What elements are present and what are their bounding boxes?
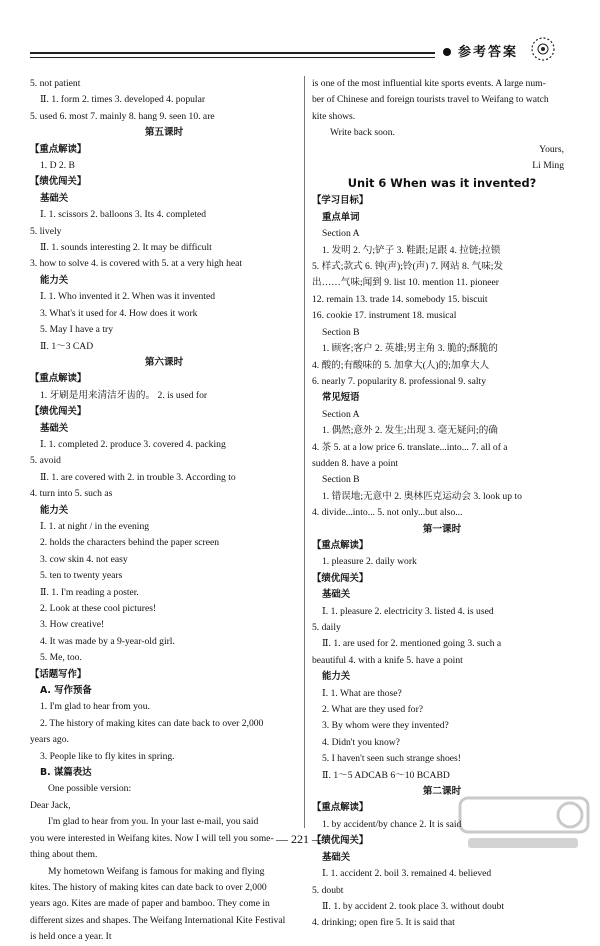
- answer-line: 16. cookie 17. instrument 18. musical: [312, 310, 457, 322]
- answer-line: 12. remain 13. trade 14. somebody 15. biscuit: [312, 293, 488, 305]
- level-label: 基础关: [322, 851, 351, 863]
- page-number: — 221 —: [276, 832, 324, 846]
- level-label: 能力关: [322, 671, 351, 683]
- answer-line: 3. cow skin 4. not easy: [40, 553, 128, 565]
- answer-line: 1. by accident/by chance 2. It is said: [322, 818, 462, 830]
- subsection-label: 重点单词: [322, 211, 360, 223]
- bullet-dot-icon: [443, 48, 451, 56]
- answer-line: 出……气味;闻到 9. list 10. mention 11. pioneer: [312, 277, 499, 289]
- answer-line: 5. lively: [30, 225, 62, 237]
- section-label: 【学习目标】: [312, 195, 369, 207]
- answer-line: 2. Look at these cool pictures!: [40, 603, 157, 614]
- section-label: 【话题写作】: [30, 668, 87, 680]
- answer-line: Ⅱ. 1. form 2. times 3. developed 4. popular: [40, 94, 206, 106]
- answer-line: 5. 样式;款式 6. 钟(声);铃(声) 7. 网站 8. 气味;发: [312, 261, 504, 273]
- answer-line: 4. divide...into... 5. not only...but also...: [312, 507, 463, 519]
- answer-line: 4. Didn't you know?: [322, 736, 400, 748]
- answer-line: Ⅱ. 1. by accident 2. took place 3. without doubt: [322, 900, 505, 912]
- answer-line: 1. 错误地;无意中 2. 奥林匹克运动会 3. look up to: [322, 490, 522, 502]
- answer-line: 4. 茶 5. at a low price 6. translate...into... 7. all of a: [312, 441, 508, 453]
- section-label: 【重点解读】: [30, 373, 87, 385]
- header-rule-thin: [30, 57, 435, 58]
- answer-line: 5. ten to twenty years: [40, 570, 123, 582]
- answer-line: Ⅱ. 1. sounds interesting 2. It may be difficult: [40, 242, 212, 254]
- answer-line: 1. pleasure 2. daily work: [322, 556, 417, 568]
- answer-line: Ⅱ. 1. are covered with 2. in trouble 3. According to: [40, 471, 236, 483]
- section-label: 【绩优闯关】: [30, 406, 87, 418]
- column-divider: [304, 76, 305, 828]
- level-label: 能力关: [40, 504, 69, 516]
- letter-line: thing about them.: [30, 849, 98, 861]
- section-label: 【重点解读】: [30, 143, 87, 155]
- level-label: 能力关: [40, 274, 69, 286]
- answer-line: 3. What's it used for 4. How does it work: [40, 307, 198, 319]
- section-label: 【重点解读】: [312, 539, 369, 551]
- answer-line: 5. daily: [312, 622, 341, 633]
- letter-signature: Li Ming: [532, 160, 564, 172]
- answer-line: 3. How creative!: [40, 619, 105, 631]
- level-label: 基础关: [40, 192, 69, 204]
- answer-line: 6. nearly 7. popularity 8. professional 9. salty: [312, 375, 486, 387]
- answer-line: 3. People like to fly kites in spring.: [40, 750, 175, 762]
- answer-line: Section B: [322, 474, 360, 486]
- answer-line: Ⅰ. 1. at night / in the evening: [40, 520, 150, 532]
- section-title: 参考答案: [458, 45, 519, 60]
- letter-line: kites. The history of making kites can date back to over 2,000: [30, 881, 267, 893]
- answer-line: 1. I'm glad to hear from you.: [40, 701, 150, 713]
- answer-line: 4. turn into 5. such as: [30, 488, 113, 500]
- answer-line: Section A: [322, 228, 360, 240]
- answer-line: sudden 8. have a point: [312, 457, 399, 469]
- left-column: [30, 76, 298, 946]
- letter-line: I'm glad to hear from you. In your last e-mail, you said: [48, 816, 259, 828]
- answer-line: beautiful 4. with a knife 5. have a point: [312, 654, 463, 666]
- answer-line: 1. 牙刷是用来清洁牙齿的。 2. is used for: [40, 389, 208, 401]
- letter-greeting: Dear Jack,: [30, 799, 71, 811]
- unit-heading: Unit 6 When was it invented?: [347, 176, 537, 191]
- answer-line: Ⅰ. 1. completed 2. produce 3. covered 4. packing: [40, 438, 226, 450]
- answer-line: Section A: [322, 408, 360, 420]
- answer-line: Ⅰ. 1. accident 2. boil 3. remained 4. believed: [322, 868, 492, 880]
- answer-line: Ⅱ. 1. are used for 2. mentioned going 3. such a: [322, 638, 502, 650]
- answer-line: One possible version:: [48, 783, 132, 795]
- answer-line: 2. The history of making kites can date back to over 2,000: [40, 717, 264, 729]
- answer-line: 5. avoid: [30, 455, 61, 467]
- answer-line: Ⅱ. 1. I'm reading a poster.: [40, 586, 139, 598]
- answer-line: Ⅰ. 1. What are those?: [322, 687, 402, 699]
- answer-line: 1. 偶然;意外 2. 发生;出现 3. 毫无疑问;的确: [322, 425, 498, 437]
- letter-line: is held once a year. It: [30, 931, 112, 943]
- answer-line: 5. May I have a try: [40, 324, 113, 336]
- answer-line: Ⅰ. 1. scissors 2. balloons 3. Its 4. completed: [40, 209, 207, 221]
- section-label: 【绩优闯关】: [30, 176, 87, 188]
- answer-line: 3. how to solve 4. is covered with 5. at a very high heat: [30, 258, 243, 270]
- subsection-label: B. 谋篇表达: [40, 767, 92, 779]
- answer-line: years ago.: [30, 734, 69, 746]
- answer-line: 1. 顾客;客户 2. 英雄;男主角 3. 脆的;酥脆的: [322, 343, 498, 355]
- lesson-heading: 第五课时: [144, 127, 184, 139]
- letter-line: different sizes and shapes. The Weifang International Kite Festival: [30, 914, 286, 926]
- letter-line: ber of Chinese and foreign tourists travel to Weifang to watch: [312, 94, 549, 106]
- answer-line: 2. holds the characters behind the paper screen: [40, 537, 220, 549]
- answer-line: 4. drinking; open fire 5. It is said that: [312, 917, 455, 929]
- level-label: 基础关: [40, 422, 69, 434]
- answer-line: 4. 酸的;有酸味的 5. 加拿大(人)的;加拿大人: [312, 359, 490, 371]
- letter-line: years ago. Kites are made of paper and bamboo. They come in: [30, 898, 270, 910]
- answer-line: 5. I haven't seen such strange shoes!: [322, 753, 461, 765]
- letter-signoff: Yours,: [539, 143, 564, 155]
- level-label: 基础关: [322, 589, 351, 601]
- letter-closing: Write back soon.: [330, 127, 395, 139]
- answer-line: 2. What are they used for?: [322, 704, 424, 716]
- answer-line: 1. D 2. B: [40, 160, 75, 172]
- header-rule-thick: [30, 52, 435, 54]
- answer-line: 1. 发明 2. 勺;铲子 3. 鞋跟;足跟 4. 拉链;拉锁: [322, 244, 501, 256]
- answer-line: 5. Me, too.: [40, 652, 82, 664]
- letter-line: My hometown Weifang is famous for making and flying: [48, 865, 265, 877]
- answer-line: 5. used 6. most 7. mainly 8. hang 9. seen 10. are: [30, 110, 215, 122]
- letter-line: kite shows.: [312, 110, 356, 122]
- letter-line: is one of the most influential kite sports events. A large num-: [312, 78, 546, 89]
- answer-line: Ⅱ. 1～3 CAD: [40, 340, 94, 352]
- subsection-label: 常见短语: [322, 392, 360, 404]
- lesson-heading: 第二课时: [422, 786, 462, 798]
- answer-line: 3. By whom were they invented?: [322, 720, 449, 732]
- section-label: 【绩优闯关】: [312, 835, 369, 847]
- decorative-emblem-icon: [530, 36, 556, 62]
- lesson-heading: 第六课时: [144, 356, 184, 368]
- answer-line: Ⅱ. 1～5 ADCAB 6～10 BCABD: [322, 769, 450, 781]
- answer-line: 5. doubt: [312, 884, 344, 896]
- section-label: 【绩优闯关】: [312, 572, 369, 584]
- answer-line: Ⅰ. 1. pleasure 2. electricity 3. listed 4. is used: [322, 605, 494, 617]
- letter-line: you were interested in Weifang kites. Now I will tell you some-: [30, 832, 274, 844]
- section-label: 【重点解读】: [312, 802, 369, 814]
- answer-line: 4. It was made by a 9-year-old girl.: [40, 635, 175, 647]
- lesson-heading: 第一课时: [422, 523, 462, 535]
- answer-line: 5. not patient: [30, 78, 81, 89]
- answer-line: Ⅰ. 1. Who invented it 2. When was it invented: [40, 291, 216, 303]
- answer-line: Section B: [322, 326, 360, 338]
- subsection-label: A. 写作预备: [40, 685, 92, 697]
